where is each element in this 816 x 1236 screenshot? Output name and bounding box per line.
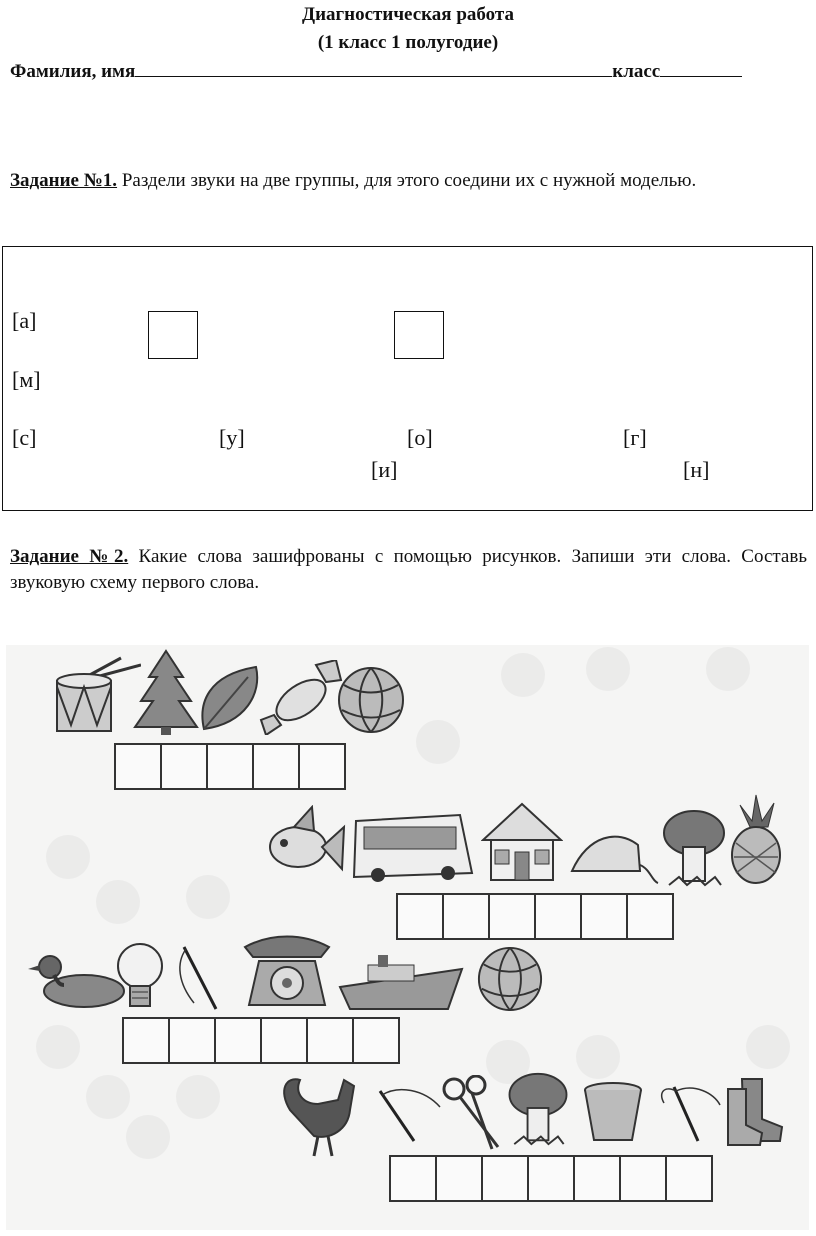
- letter-cell[interactable]: [665, 1155, 713, 1202]
- letter-cell[interactable]: [580, 893, 628, 940]
- fir-tree-icon: [131, 649, 201, 737]
- task1-label: Задание №1.: [10, 170, 118, 191]
- letter-cell[interactable]: [488, 893, 536, 940]
- page-subtitle: (1 класс 1 полугодие): [317, 32, 499, 53]
- background-letter: [46, 835, 90, 879]
- candy-icon: [256, 660, 346, 735]
- rooster-icon: [278, 1070, 364, 1160]
- sound-o[interactable]: [о]: [407, 425, 433, 450]
- answer-cells-row-1: [116, 743, 346, 790]
- bus-icon: [348, 813, 476, 885]
- letter-cell[interactable]: [352, 1017, 400, 1064]
- boots-icon: [722, 1075, 792, 1147]
- letter-cell[interactable]: [114, 743, 162, 790]
- telephone-icon: [241, 933, 333, 1011]
- background-letter: [416, 720, 460, 764]
- letter-cell[interactable]: [442, 893, 490, 940]
- background-letter: [746, 1025, 790, 1069]
- task2-text: [10, 544, 807, 596]
- background-letter: [176, 1075, 220, 1119]
- needle-icon: [174, 943, 222, 1013]
- light-bulb-icon: [114, 940, 169, 1015]
- bucket-icon: [580, 1080, 646, 1146]
- background-letter: [576, 1035, 620, 1079]
- background-letter: [96, 880, 140, 924]
- letter-cell[interactable]: [160, 743, 208, 790]
- letter-cell[interactable]: [534, 893, 582, 940]
- task1-instruction: Раздели звуки на две группы, для этого соедини их с нужной моделью.: [117, 170, 697, 191]
- name-label: Фамилия, имя: [10, 61, 136, 82]
- mushroom-icon: [661, 807, 727, 887]
- background-letter: [86, 1075, 130, 1119]
- background-letter: [501, 653, 545, 697]
- letter-cell[interactable]: [435, 1155, 483, 1202]
- task1-text: [10, 168, 807, 194]
- pineapple-icon: [728, 793, 784, 885]
- letter-cell[interactable]: [252, 743, 300, 790]
- model-box-left[interactable]: [148, 311, 198, 359]
- sound-g[interactable]: [г]: [623, 425, 647, 450]
- fish-icon: [264, 805, 346, 887]
- scissors-icon: [438, 1075, 504, 1151]
- letter-cell[interactable]: [619, 1155, 667, 1202]
- needle-icon: [374, 1085, 444, 1145]
- house-icon: [481, 800, 563, 882]
- model-box-right[interactable]: [394, 311, 444, 359]
- letter-cell[interactable]: [298, 743, 346, 790]
- letter-cell[interactable]: [626, 893, 674, 940]
- class-field[interactable]: [660, 76, 742, 77]
- ball-icon: [476, 945, 544, 1013]
- task2-label: Задание №2.: [10, 546, 129, 567]
- name-row: [10, 59, 810, 85]
- background-letter: [586, 647, 630, 691]
- page-title: Диагностическая работа: [302, 4, 514, 25]
- letter-cell[interactable]: [481, 1155, 529, 1202]
- sound-a[interactable]: [а]: [12, 308, 37, 333]
- answer-cells-row-3: [124, 1017, 400, 1064]
- letter-cell[interactable]: [306, 1017, 354, 1064]
- letter-cell[interactable]: [260, 1017, 308, 1064]
- ball-icon: [336, 665, 406, 735]
- iron-icon: [568, 825, 660, 887]
- background-letter: [36, 1025, 80, 1069]
- rebus-picture: [6, 645, 809, 1230]
- sound-m[interactable]: [м]: [12, 367, 41, 392]
- ship-icon: [338, 953, 466, 1011]
- letter-cell[interactable]: [206, 743, 254, 790]
- name-field[interactable]: [135, 76, 612, 77]
- letter-cell[interactable]: [396, 893, 444, 940]
- drum-icon: [51, 653, 141, 738]
- letter-cell[interactable]: [214, 1017, 262, 1064]
- mushroom-icon: [506, 1070, 570, 1146]
- answer-cells-row-4: [391, 1155, 713, 1202]
- background-letter: [186, 875, 230, 919]
- letter-cell[interactable]: [168, 1017, 216, 1064]
- background-letter: [126, 1115, 170, 1159]
- needle-icon: [654, 1083, 724, 1145]
- sound-n[interactable]: [н]: [683, 457, 710, 482]
- background-letter: [706, 647, 750, 691]
- sound-s[interactable]: [с]: [12, 425, 37, 450]
- answer-cells-row-2: [398, 893, 674, 940]
- sound-u[interactable]: [у]: [219, 425, 245, 450]
- task2-instruction: Какие слова зашифрованы с помощью рисунков. Запиши эти слова. Составь звуковую схему первого слова.: [10, 546, 807, 593]
- letter-cell[interactable]: [122, 1017, 170, 1064]
- letter-cell[interactable]: [527, 1155, 575, 1202]
- sound-i[interactable]: [и]: [371, 457, 398, 482]
- class-label: класс: [612, 61, 661, 82]
- letter-cell[interactable]: [389, 1155, 437, 1202]
- letter-cell[interactable]: [573, 1155, 621, 1202]
- duck-icon: [28, 945, 128, 1011]
